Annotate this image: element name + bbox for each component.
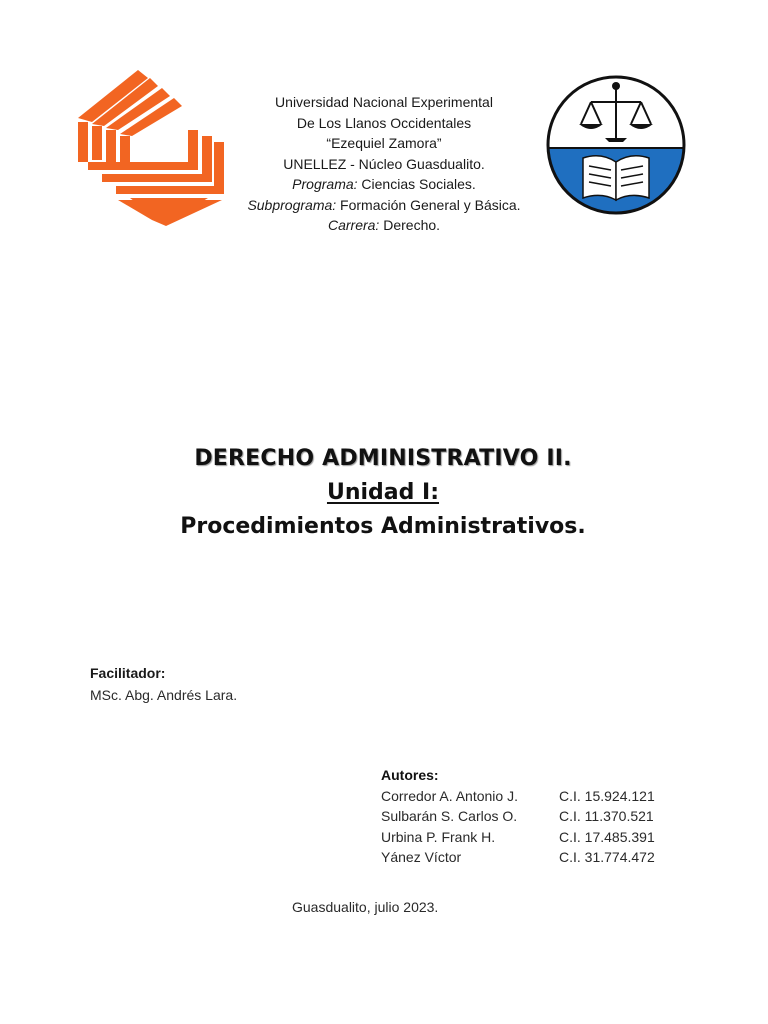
unellez-logo-icon bbox=[78, 70, 224, 226]
authors-label: Autores: bbox=[381, 767, 439, 783]
author-row bbox=[381, 786, 669, 807]
author-ci: C.I. 17.485.391 bbox=[559, 828, 655, 845]
header-line-university: Universidad Nacional Experimental bbox=[275, 94, 493, 110]
scales-and-book-seal-icon bbox=[545, 72, 688, 220]
author-name: Urbina P. Frank H. bbox=[381, 828, 496, 845]
document-title bbox=[100, 442, 666, 544]
header-line-name: “Ezequiel Zamora” bbox=[326, 135, 442, 151]
header-line-subprograma bbox=[225, 195, 543, 216]
author-name: Corredor A. Antonio J. bbox=[381, 787, 518, 804]
carrera-label: Carrera: bbox=[327, 217, 380, 233]
facilitator-label: Facilitador: bbox=[90, 665, 166, 681]
unit-title-text: Unidad I: bbox=[326, 480, 440, 505]
subprograma-label: Subprograma: bbox=[247, 196, 337, 213]
author-ci: C.I. 31.774.472 bbox=[559, 849, 655, 866]
author-row bbox=[381, 847, 669, 868]
author-name: Sulbarán S. Carlos O. bbox=[381, 808, 518, 825]
author-ci: C.I. 11.370.521 bbox=[559, 808, 654, 825]
author-row bbox=[381, 827, 669, 848]
header-line-region: De Los Llanos Occidentales bbox=[296, 114, 472, 131]
author-name: Yánez Víctor bbox=[381, 849, 462, 866]
subprograma-value: Formación General y Básica. bbox=[336, 196, 521, 213]
course-title: DERECHO ADMINISTRATIVO II. bbox=[194, 446, 572, 471]
author-ci: C.I. 15.924.121 bbox=[559, 787, 655, 804]
programa-value: Ciencias Sociales. bbox=[357, 176, 476, 192]
header-line-carrera bbox=[225, 215, 543, 236]
author-row bbox=[381, 806, 669, 827]
institution-header bbox=[225, 92, 543, 236]
facilitator-name: MSc. Abg. Andrés Lara. bbox=[90, 687, 238, 703]
topic-title: Procedimientos Administrativos. bbox=[180, 514, 586, 539]
unit-title bbox=[100, 476, 666, 510]
header-line-programa bbox=[225, 174, 543, 195]
facilitator-block bbox=[90, 662, 237, 706]
authors-block bbox=[381, 765, 669, 868]
programa-label: Programa: bbox=[292, 176, 358, 192]
header-line-campus: UNELLEZ - Núcleo Guasdualito. bbox=[283, 155, 485, 172]
place-date: Guasdualito, julio 2023. bbox=[292, 899, 439, 915]
carrera-value: Derecho. bbox=[379, 217, 441, 233]
